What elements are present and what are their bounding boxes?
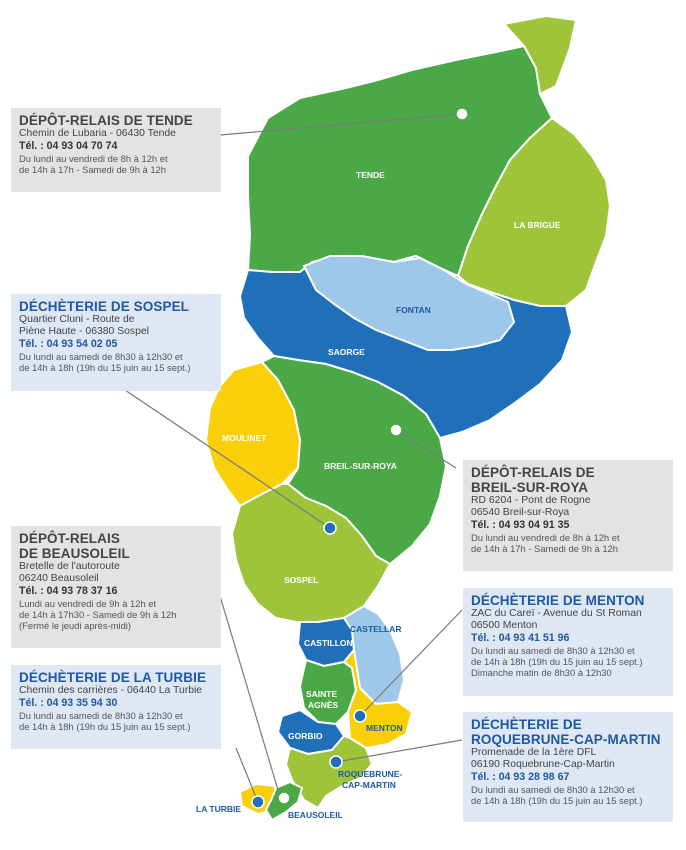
box-hours-line: Du lundi au vendredi de 8h à 12h et (19, 152, 168, 164)
marker-breil[interactable] (390, 424, 402, 436)
box-address: Bretelle de l'autoroute (19, 561, 120, 572)
info-box-breil (463, 460, 673, 571)
box-hours-line: de 14h à 18h (19h du 15 juin au 15 sept.) (471, 656, 643, 668)
box-title: DE BEAUSOLEIL (19, 546, 130, 561)
box-hours-line: de 14h à 17h - Samedi de 9h à 12h (19, 163, 166, 175)
box-hours-line: Lundi au vendredi de 9h à 12h et (19, 597, 157, 609)
box-address: 06500 Menton (471, 620, 538, 632)
box-address: RD 6204 - Pont de Rogne (471, 495, 591, 506)
box-title: DÉCHÈTERIE DE SOSPEL (19, 299, 190, 314)
box-phone[interactable]: Tél. : 04 93 54 02 05 (19, 338, 118, 351)
label-la-brigue: LA BRIGUE (514, 220, 561, 230)
box-address: ZAC du Careï - Avenue du St Roman (471, 608, 642, 619)
box-title: DÉPÔT-RELAIS DE TENDE (19, 113, 193, 128)
label-roquebrune-2: CAP-MARTIN (342, 780, 396, 790)
box-phone[interactable]: Tél. : 04 93 41 51 96 (471, 632, 570, 645)
box-title: DÉPÔT-RELAIS (19, 531, 120, 546)
label-la-turbie: LA TURBIE (196, 804, 242, 814)
box-hours-line: de 14h à 17h - Samedi de 9h à 12h (471, 543, 618, 555)
box-phone[interactable]: Tél. : 04 93 04 70 74 (19, 140, 118, 153)
box-title: DÉCHÈTERIE DE MENTON (471, 593, 645, 608)
box-hours-line: de 14h à 18h (19h du 15 juin au 15 sept.) (19, 362, 191, 374)
box-hours-line: Du lundi au samedi de 8h30 à 12h30 et (471, 783, 635, 795)
label-gorbio: GORBIO (288, 731, 323, 741)
box-title: BREIL-SUR-ROYA (471, 480, 589, 495)
marker-roquebrune[interactable] (330, 756, 342, 768)
box-title: DÉCHÈTERIE DE LA TURBIE (19, 670, 207, 685)
label-sospel: SOSPEL (284, 575, 319, 585)
box-hours-line: de 14h à 17h30 - Samedi de 9h à 12h (19, 609, 177, 621)
box-address: 06540 Breil-sur-Roya (471, 507, 570, 519)
label-roquebrune-1: ROQUEBRUNE- (338, 769, 403, 779)
box-hours-line: Du lundi au samedi de 8h30 à 12h30 et (19, 709, 183, 721)
label-menton: MENTON (366, 723, 403, 733)
box-address: 06240 Beausoleil (19, 573, 99, 585)
marker-tende[interactable] (456, 108, 468, 120)
marker-menton[interactable] (354, 710, 366, 722)
label-castellar: CASTELLAR (350, 624, 402, 634)
label-saorge: SAORGE (328, 347, 365, 357)
label-sainte-agnes-2: AGNÈS (308, 700, 339, 710)
box-address: Chemin des carrières - 06440 La Turbie (19, 685, 203, 696)
box-address: Piène Haute - 06380 Sospel (19, 326, 149, 338)
box-phone[interactable]: Tél. : 04 93 28 98 67 (471, 771, 570, 784)
box-title: ROQUEBRUNE-CAP-MARTIN (471, 732, 661, 747)
box-phone[interactable]: Tél. : 04 93 78 37 16 (19, 585, 118, 598)
info-box-roquebrune (463, 712, 673, 822)
label-beausoleil: BEAUSOLEIL (288, 810, 343, 820)
box-hours-line: de 14h à 18h (19h du 15 juin au 15 sept.) (471, 795, 643, 807)
marker-sospel[interactable] (324, 522, 336, 534)
box-address: Promenade de la 1ère DFL (471, 747, 597, 758)
box-address: Chemin de Lubaria - 06430 Tende (19, 128, 176, 139)
info-box-menton (463, 588, 673, 696)
box-hours-line: de 14h à 18h (19h du 15 juin au 15 sept.) (19, 720, 191, 732)
label-fontan: FONTAN (396, 305, 431, 315)
marker-la-turbie[interactable] (252, 796, 264, 808)
info-box-la-turbie (11, 665, 221, 749)
box-hours-line: Dimanche matin de 8h30 à 12h30 (471, 667, 612, 679)
box-title: DÉCHÈTERIE DE (471, 717, 582, 732)
label-castillon: CASTILLON (304, 638, 353, 648)
label-moulinet: MOULINET (222, 433, 267, 443)
box-hours-line: Du lundi au samedi de 8h30 à 12h30 et (19, 350, 183, 362)
info-box-beausoleil (11, 526, 221, 648)
box-address: 06190 Roquebrune-Cap-Martin (471, 759, 615, 771)
label-breil: BREIL-SUR-ROYA (324, 461, 397, 471)
info-box-tende (11, 108, 221, 192)
label-tende: TENDE (356, 170, 385, 180)
label-sainte-agnes-1: SAINTE (306, 689, 338, 699)
box-hours-line: (Fermé le jeudi après-midi) (19, 620, 132, 632)
box-address: Quartier Cluni - Route de (19, 314, 135, 325)
box-title: DÉPÔT-RELAIS DE (471, 465, 595, 480)
box-hours-line: Du lundi au vendredi de 8h à 12h et (471, 531, 620, 543)
box-phone[interactable]: Tél. : 04 93 04 91 35 (471, 519, 570, 532)
box-phone[interactable]: Tél. : 04 93 35 94 30 (19, 697, 118, 710)
box-hours-line: Du lundi au samedi de 8h30 à 12h30 et (471, 644, 635, 656)
marker-beausoleil[interactable] (278, 792, 290, 804)
info-box-sospel (11, 294, 221, 391)
